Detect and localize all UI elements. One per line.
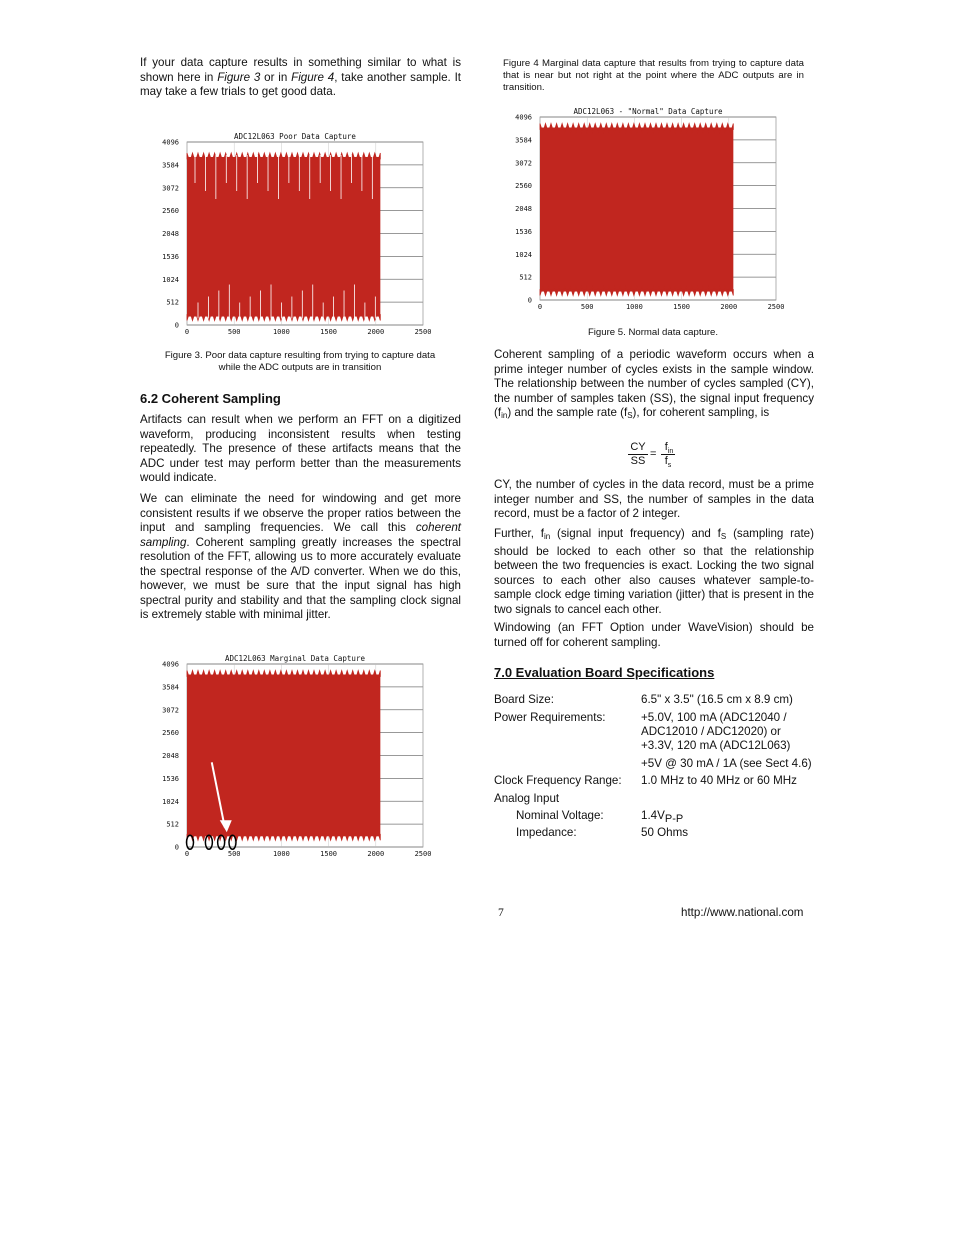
y-tick-label: 0 [174, 321, 179, 330]
y-tick-label: 1024 [162, 797, 179, 806]
intro-text: , take another sample. It may take a few trials to get good data. [140, 70, 462, 98]
intro-text: If your data capture results in something similar to what is shown here in [140, 56, 461, 84]
y-tick-label: 512 [519, 273, 532, 282]
x-tick-label: 0 [184, 850, 190, 858]
x-tick-label: 2500 [414, 328, 432, 336]
section-7-0-heading: 7.0 Evaluation Board Specifications [494, 665, 715, 680]
y-tick-label: 2048 [515, 205, 532, 213]
figure-5-chart [508, 105, 798, 317]
figure-5-caption: Figure 5. Normal data capture. [587, 327, 719, 338]
intro-text: or in [260, 70, 292, 84]
subscript-s: S [720, 532, 727, 541]
subscript-in: in [543, 532, 551, 541]
spec-label: Power Requirements: [494, 711, 606, 724]
coherent-sampling-term: coherent sampling [140, 521, 461, 549]
y-tick-label: 1024 [162, 275, 179, 284]
chart-title: ADC12L063 Poor Data Capture [234, 132, 356, 141]
y-tick-label: 2048 [162, 230, 179, 238]
spec-value: 6.5" x 3.5" (16.5 cm x 8.9 cm) [641, 693, 793, 706]
y-tick-label: 0 [527, 296, 532, 305]
x-tick-label: 2000 [720, 303, 738, 311]
formula-sub-s: s [667, 462, 672, 470]
x-tick-label: 1000 [272, 850, 290, 858]
section-6-2-heading: 6.2 Coherent Sampling [140, 391, 281, 406]
y-tick-label: 4096 [162, 660, 179, 669]
x-tick-label: 1500 [320, 850, 338, 858]
y-tick-label: 1536 [162, 774, 179, 783]
x-tick-label: 1000 [625, 303, 643, 311]
windowing-paragraph: Windowing (an FFT Option under WaveVision) should be turned off for coherent sampling. [494, 621, 814, 649]
y-tick-label: 4096 [515, 113, 532, 122]
y-tick-label: 2048 [162, 752, 179, 760]
para-text: (signal input frequency) and f [550, 527, 721, 540]
artifacts-paragraph: Artifacts can result when we perform an FFT on a digitized waveform, producing inconsistent results when testing repeatedly. The presence of these artifacts means that the ADC under test may perform better than the measurements would indicate. [140, 413, 461, 484]
intro-paragraph [140, 56, 461, 100]
spec-value-subscript: P-P [664, 813, 684, 825]
formula-f: f [664, 441, 668, 453]
y-tick-label: 3072 [162, 706, 179, 715]
figure-4-chart [155, 652, 445, 864]
chart-title: ADC12L063 Marginal Data Capture [225, 654, 365, 663]
coherent-definition-paragraph [494, 348, 814, 424]
y-tick-label: 4096 [162, 138, 179, 147]
figure-5-plot [508, 105, 798, 317]
figure-3-reference: Figure 3 [217, 70, 261, 84]
figure-4-plot [155, 652, 445, 864]
y-tick-label: 2560 [162, 729, 179, 738]
spec-value: +5.0V, 100 mA (ADC12040 / ADC12010 / ADC12020) or +3.3V, 120 mA (ADC12L063) [641, 711, 791, 752]
chart-title: ADC12L063 - "Normal" Data Capture [573, 107, 723, 116]
spec-label: Impedance: [516, 826, 577, 839]
y-tick-label: 3584 [515, 136, 532, 145]
page-number: 7 [498, 906, 504, 919]
para-text: Coherent sampling of a periodic waveform occurs when a prime integer number of cycles exists in the sample window. The relationship between the number of cycles sampled (CY), the number of samples taken (SS), the signal input frequency (f [494, 348, 814, 419]
eliminate-text: We can eliminate the need for windowing and get more consistent results if we observe the proper ratios between the input and sampling frequencies. We call this [140, 492, 461, 534]
para-text: (sampling rate) should be locked to each other so that the relationship between the two frequencies is exact. Locking the two signal sources to each other also causes whatever sample-to-sample clock edge timing variation (jitter) that is present in the two signals to cancel each other. [494, 527, 814, 616]
figure-3-caption: Figure 3. Poor data capture resulting from trying to capture data while the ADC outputs are in transition [164, 350, 436, 373]
x-tick-label: 1000 [272, 328, 290, 336]
cy-paragraph: CY, the number of cycles in the data record, must be a prime integer number and SS, the number of samples in the data record, must be a factor of 2 integer. [494, 478, 814, 520]
x-tick-label: 0 [184, 328, 190, 336]
figure-3-plot [155, 130, 445, 340]
y-tick-label: 0 [174, 843, 179, 852]
y-tick-label: 2560 [515, 182, 532, 191]
y-tick-label: 512 [166, 298, 179, 307]
spec-value: 1.0 MHz to 40 MHz or 60 MHz [641, 774, 797, 787]
formula-ss: SS [630, 455, 646, 467]
y-tick-label: 1536 [515, 227, 532, 236]
spec-label: Board Size: [494, 693, 554, 706]
spec-value: 50 Ohms [641, 826, 689, 839]
y-tick-label: 2560 [162, 207, 179, 216]
x-tick-label: 500 [227, 850, 241, 858]
y-tick-label: 3584 [162, 161, 179, 170]
figure-3-chart [155, 130, 445, 340]
x-tick-label: 1500 [673, 303, 691, 311]
formula-f: f [664, 455, 668, 467]
signal-fill [187, 675, 380, 837]
para-text: ), for coherent sampling, is [632, 406, 770, 419]
spec-value-text: 1.4V [641, 809, 665, 822]
signal-fill [540, 128, 733, 292]
spec-label: Analog Input [494, 792, 560, 805]
further-paragraph [494, 527, 814, 617]
footer-url[interactable]: http://www.national.com [681, 906, 804, 919]
figure-4-reference: Figure 4 [291, 70, 335, 84]
x-tick-label: 0 [537, 303, 543, 311]
y-tick-label: 3072 [515, 159, 532, 168]
formula-cy: CY [630, 441, 646, 453]
x-tick-label: 2500 [767, 303, 785, 311]
x-tick-label: 2500 [414, 850, 432, 858]
spec-value [641, 809, 683, 826]
figure-4-caption: Figure 4 Marginal data capture that results from trying to capture data that is near but not right at the point where the ADC outputs are in transition. [503, 58, 804, 93]
para-text: ) and the sample rate (f [507, 406, 628, 419]
eliminate-paragraph [140, 492, 461, 623]
y-tick-label: 512 [166, 820, 179, 829]
spec-value: +5V @ 30 mA / 1A (see Sect 4.6) [641, 757, 812, 770]
subscript-s: S [627, 411, 633, 420]
eliminate-text: . Coherent sampling greatly increases the spectral resolution of the FFT, allowing us to more accurately evaluate the spectral response of the A/D converter. When we do this, however, we must be sure that the input signal has high spectral purity and stability and that the sampling clock signal is extremely stable with minimal jitter. [140, 535, 461, 621]
y-tick-label: 3072 [162, 184, 179, 193]
x-tick-label: 500 [227, 328, 241, 336]
spec-label: Clock Frequency Range: [494, 774, 622, 787]
y-tick-label: 3584 [162, 683, 179, 692]
y-tick-label: 1024 [515, 250, 532, 259]
para-text: Further, f [494, 527, 544, 540]
formula-sub-in: in [667, 448, 674, 456]
subscript-in: in [501, 411, 508, 420]
spec-label: Nominal Voltage: [516, 809, 604, 822]
formula-fs [661, 455, 675, 469]
formula-equals: = [650, 448, 657, 460]
x-tick-label: 2000 [367, 328, 385, 336]
y-tick-label: 1536 [162, 252, 179, 261]
x-tick-label: 2000 [367, 850, 385, 858]
x-tick-label: 500 [580, 303, 594, 311]
x-tick-label: 1500 [320, 328, 338, 336]
